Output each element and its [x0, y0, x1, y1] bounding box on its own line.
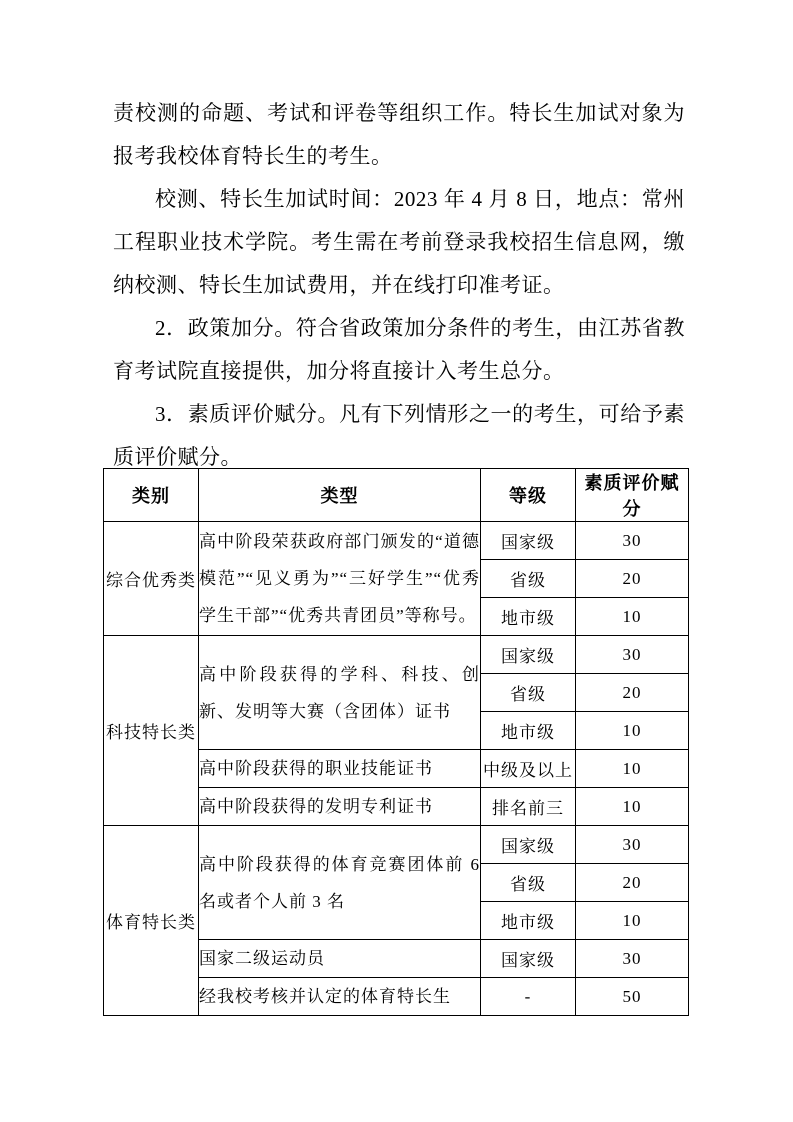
- score-table-body: [104, 522, 689, 1016]
- level-cell: -: [481, 978, 576, 1016]
- type-cell: 高中阶段获得的学科、科技、创新、发明等大赛（含团体）证书: [199, 636, 481, 750]
- score-cell: 10: [576, 712, 689, 750]
- paragraph-exam-time: 校测、特长生加试时间：2023 年 4 月 8 日，地点：常州工程职业技术学院。考生需在考前登录我校招生信息网，缴纳校测、特长生加试费用，并在线打印准考证。: [113, 187, 685, 297]
- body-text: [113, 92, 685, 479]
- paragraph-quality-evaluation: 3．素质评价赋分。凡有下列情形之一的考生，可给予素质评价赋分。: [113, 402, 685, 469]
- level-cell: 国家级: [481, 826, 576, 864]
- table-row: [104, 522, 689, 560]
- score-cell: 30: [576, 826, 689, 864]
- level-cell: 省级: [481, 864, 576, 902]
- type-cell: 高中阶段荣获政府部门颁发的“道德模范”“见义勇为”“三好学生”“优秀学生干部”“优秀共青团员”等称号。: [199, 522, 481, 636]
- score-cell: 30: [576, 940, 689, 978]
- category-cell: 科技特长类: [104, 636, 199, 826]
- score-cell: 10: [576, 788, 689, 826]
- level-cell: 省级: [481, 560, 576, 598]
- score-cell: 20: [576, 864, 689, 902]
- header-score: 素质评价赋分: [576, 469, 689, 522]
- type-cell: 高中阶段获得的发明专利证书: [199, 788, 481, 826]
- category-cell: 综合优秀类: [104, 522, 199, 636]
- score-table: [103, 468, 689, 1016]
- paragraph-continuation: 责校测的命题、考试和评卷等组织工作。特长生加试对象为报考我校体育特长生的考生。: [113, 101, 685, 168]
- table-header-row: [104, 469, 689, 522]
- level-cell: 国家级: [481, 522, 576, 560]
- score-cell: 20: [576, 560, 689, 598]
- level-cell: 中级及以上: [481, 750, 576, 788]
- level-cell: 地市级: [481, 598, 576, 636]
- category-cell: 体育特长类: [104, 826, 199, 1016]
- score-cell: 30: [576, 636, 689, 674]
- level-cell: 排名前三: [481, 788, 576, 826]
- header-level: 等级: [481, 469, 576, 522]
- level-cell: 地市级: [481, 902, 576, 940]
- level-cell: 国家级: [481, 940, 576, 978]
- header-type: 类型: [199, 469, 481, 522]
- score-cell: 20: [576, 674, 689, 712]
- type-cell: 经我校考核并认定的体育特长生: [199, 978, 481, 1016]
- type-cell: 高中阶段获得的体育竞赛团体前 6 名或者个人前 3 名: [199, 826, 481, 940]
- score-cell: 10: [576, 598, 689, 636]
- score-cell: 30: [576, 522, 689, 560]
- score-cell: 10: [576, 750, 689, 788]
- score-cell: 50: [576, 978, 689, 1016]
- type-cell: 国家二级运动员: [199, 940, 481, 978]
- level-cell: 地市级: [481, 712, 576, 750]
- type-cell: 高中阶段获得的职业技能证书: [199, 750, 481, 788]
- score-cell: 10: [576, 902, 689, 940]
- level-cell: 省级: [481, 674, 576, 712]
- table-row: [104, 636, 689, 674]
- level-cell: 国家级: [481, 636, 576, 674]
- paragraph-policy-bonus: 2．政策加分。符合省政策加分条件的考生，由江苏省教育考试院直接提供，加分将直接计入考生总分。: [113, 316, 685, 383]
- table-row: [104, 826, 689, 864]
- header-category: 类别: [104, 469, 199, 522]
